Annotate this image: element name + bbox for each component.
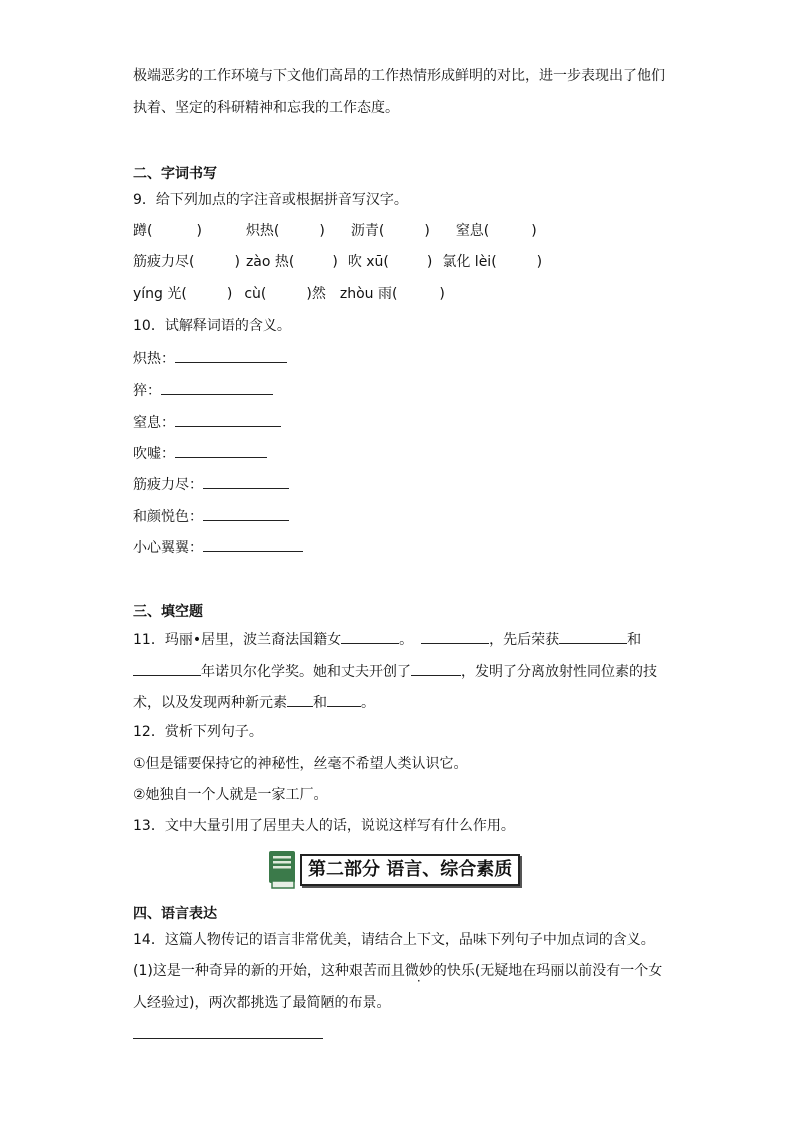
paren: )然	[306, 286, 326, 302]
q11-text: 和	[627, 632, 642, 648]
banner-title: 第二部分 语言、综合素质	[300, 854, 520, 886]
term-row	[133, 379, 273, 401]
blank-label: zào 热(	[245, 254, 295, 270]
section-title-3: 三、填空题	[133, 604, 203, 620]
term-row	[133, 536, 303, 558]
q11-text: 和	[313, 695, 327, 711]
answer-line[interactable]	[133, 1038, 323, 1039]
pinyin-row-3	[133, 284, 445, 304]
paren: )	[536, 254, 543, 270]
blank-label: 氯化 lèi(	[442, 254, 497, 270]
answer-blank[interactable]	[175, 442, 267, 458]
q11-text: ，先后荣获	[489, 632, 560, 648]
passage-text: (1)这是一种奇异的新的开始，这种艰苦而且	[133, 963, 405, 979]
blank-label: yíng 光(	[133, 286, 187, 302]
paren: )	[426, 254, 433, 270]
answer-blank[interactable]	[411, 660, 461, 676]
question-11-line-1	[133, 628, 641, 650]
blank-label: cù(	[244, 286, 267, 302]
blank-label: 炽热(	[245, 223, 280, 239]
term-label: 炽热：	[133, 351, 175, 367]
answer-blank[interactable]	[327, 691, 361, 707]
section-title-4: 四、语言表达	[133, 906, 217, 922]
paren: )	[226, 286, 233, 302]
question-11-line-2	[133, 660, 657, 682]
q11-text: ，发明了分离放射性同位素的技	[461, 664, 657, 680]
q11-text: 。	[361, 695, 375, 711]
blank-label: 蹲(	[133, 223, 153, 239]
answer-blank[interactable]	[341, 628, 399, 644]
paren: )	[234, 254, 240, 270]
q11-text: 年诺贝尔化学奖。她和丈夫开创了	[201, 664, 411, 680]
answer-blank[interactable]	[421, 628, 489, 644]
answer-blank[interactable]	[559, 628, 627, 644]
intro-line-2: 执着、坚定的科研精神和忘我的工作态度。	[133, 100, 399, 116]
term-row	[133, 411, 281, 433]
term-row	[133, 442, 267, 464]
term-row	[133, 347, 287, 369]
answer-blank[interactable]	[175, 411, 281, 427]
term-label: 筋疲力尽：	[133, 477, 203, 493]
question-10: 10．试解释词语的含义。	[133, 318, 291, 334]
answer-blank[interactable]	[203, 505, 289, 521]
passage-line-1	[133, 961, 662, 981]
paren: )	[531, 223, 537, 239]
sentence-1: ①但是镭要保持它的神秘性，丝毫不希望人类认识它。	[133, 756, 468, 772]
term-row	[133, 505, 289, 527]
q11-text: 11．玛丽•居里，波兰裔法国籍女	[133, 632, 342, 648]
sentence-2: ②她独自一个人就是一家工厂。	[133, 787, 328, 803]
answer-blank[interactable]	[287, 691, 313, 707]
question-13: 13．文中大量引用了居里夫人的话，说说这样写有什么作用。	[133, 818, 515, 834]
answer-blank[interactable]	[133, 660, 201, 676]
pinyin-row-1	[133, 221, 537, 241]
q11-text: 术，以及发现两种新元素	[133, 695, 287, 711]
question-14: 14．这篇人物传记的语言非常优美，请结合上下文，品味下列句子中加点词的含义。	[133, 932, 655, 948]
paren: )	[319, 223, 325, 239]
part-banner	[268, 850, 520, 890]
q11-text: 。	[399, 632, 414, 648]
blank-label: zhòu 雨(	[339, 286, 398, 302]
blank-label: 窒息(	[455, 223, 490, 239]
paren: )	[196, 223, 202, 239]
pinyin-row-2	[133, 252, 542, 272]
term-label: 窒息：	[133, 415, 175, 431]
term-label: 吹嘘：	[133, 446, 175, 462]
answer-blank[interactable]	[175, 347, 287, 363]
term-label: 和颜悦色：	[133, 509, 203, 525]
question-9: 9．给下列加点的字注音或根据拼音写汉字。	[133, 192, 408, 208]
passage-text: 的快乐(无疑地在玛丽以前没有一个女	[432, 963, 663, 979]
term-label: 小心翼翼：	[133, 540, 203, 556]
answer-blank[interactable]	[203, 536, 303, 552]
term-label: 猝：	[133, 383, 161, 399]
paren: )	[424, 223, 430, 239]
paren: )	[439, 286, 445, 302]
answer-blank[interactable]	[161, 379, 273, 395]
dotted-word: 微妙	[404, 963, 433, 979]
blank-label: 筋疲力尽(	[133, 254, 195, 270]
question-11-line-3	[133, 691, 375, 713]
section-title-2: 二、字词书写	[133, 166, 217, 182]
answer-blank[interactable]	[203, 473, 289, 489]
intro-line-1: 极端恶劣的工作环境与下文他们高昂的工作热情形成鲜明的对比，进一步表现出了他们	[133, 68, 665, 84]
blank-label: 沥青(	[350, 223, 385, 239]
question-12: 12．赏析下列句子。	[133, 724, 263, 740]
term-row	[133, 473, 289, 495]
paren: )	[332, 254, 338, 270]
blank-label: 吹 xū(	[347, 254, 389, 270]
passage-line-2: 人经验过)，两次都挑选了最简陋的布景。	[133, 995, 391, 1011]
book-icon	[268, 850, 296, 890]
